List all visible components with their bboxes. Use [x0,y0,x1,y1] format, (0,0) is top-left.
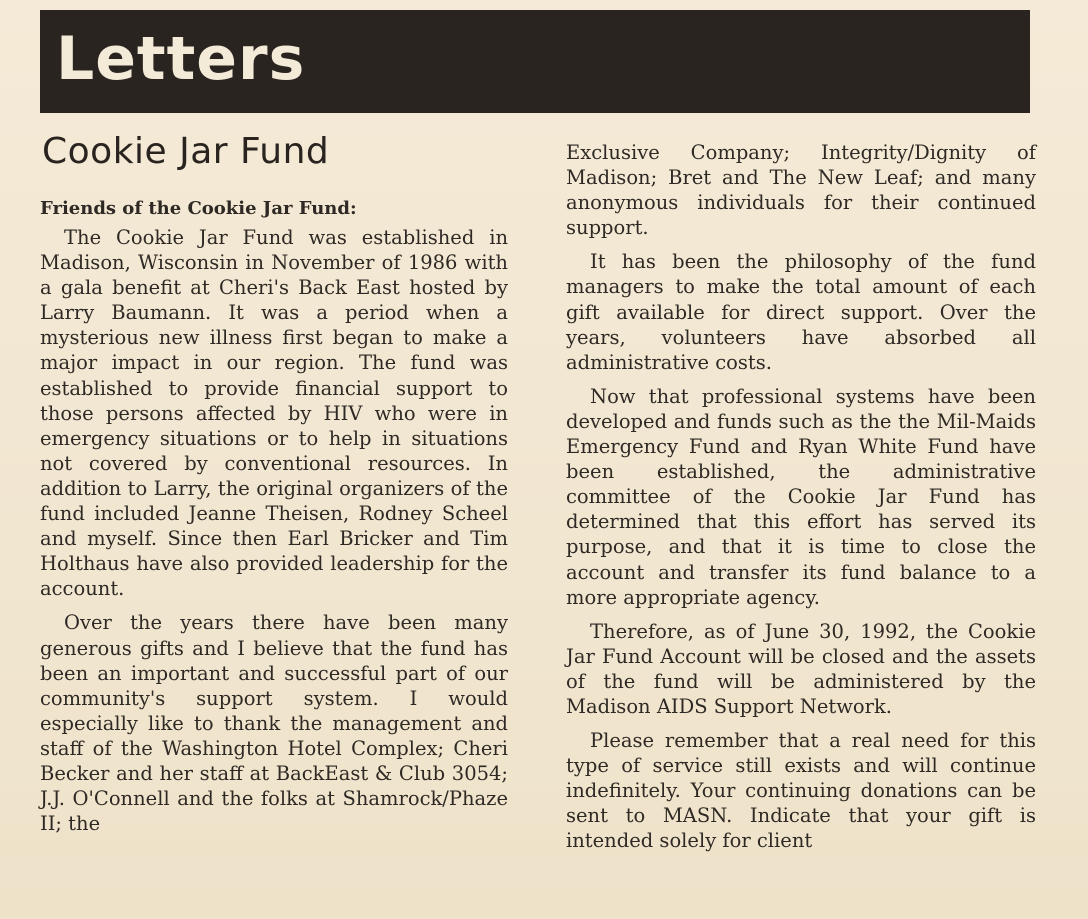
left-column [40,126,508,836]
left-paragraph-1: The Cookie Jar Fund was established in Madison, Wisconsin in November of 1986 with a gala benefit at Cheri's Back East hosted by Larry Baumann. It was a period when a mysterious new illness first began to make a major impact in our region. The fund was established to provide financial support to those persons affected by HIV who were in emergency situations or to help in situations not covered by conventional resources. In addition to Larry, the original organizers of the fund included Jeanne Theisen, Rodney Scheel and myself. Since then Earl Bricker and Tim Holthaus have also provided leadership for the account. [40,226,508,601]
right-column [566,140,1036,854]
right-paragraph-1: Exclusive Company; Integrity/Dignity of Madison; Bret and The New Leaf; and many anonymous individuals for their continued support. [566,141,1036,240]
article-headline: Cookie Jar Fund [42,131,330,172]
right-paragraph-2: It has been the philosophy of the fund managers to make the total amount of each gift available for direct support. Over the years, volunteers have absorbed all administrative costs. [566,250,1036,374]
left-paragraph-2: Over the years there have been many generous gifts and I believe that the fund has been an important and successful part of our community's support system. I would especially like to thank the management and staff of the Washington Hotel Complex; Cheri Becker and her staff at BackEast & Club 3054; J.J. O'Connell and the folks at Shamrock/Phaze II; the [40,611,508,836]
section-banner [40,10,1030,113]
right-paragraph-4: Therefore, as of June 30, 1992, the Cookie Jar Fund Account will be closed and the assets of the fund will be administered by the Madison AIDS Support Network. [566,619,1036,718]
letter-salutation: Friends of the Cookie Jar Fund: [40,198,357,219]
section-title: Letters [56,24,306,94]
right-paragraph-3: Now that professional systems have been developed and funds such as the the Mil-Maids Emergency Fund and Ryan White Fund have been established, the administrative committee of the Cookie Jar Fund has determined that this effort has served its purpose, and that it is time to close the account and transfer its fund balance to a more appropriate agency. [566,384,1036,609]
right-paragraph-5: Please remember that a real need for this type of service still exists and will continue indefinitely. Your continuing donations can be sent to MASN. Indicate that your gift is intended solely for client [566,729,1036,853]
